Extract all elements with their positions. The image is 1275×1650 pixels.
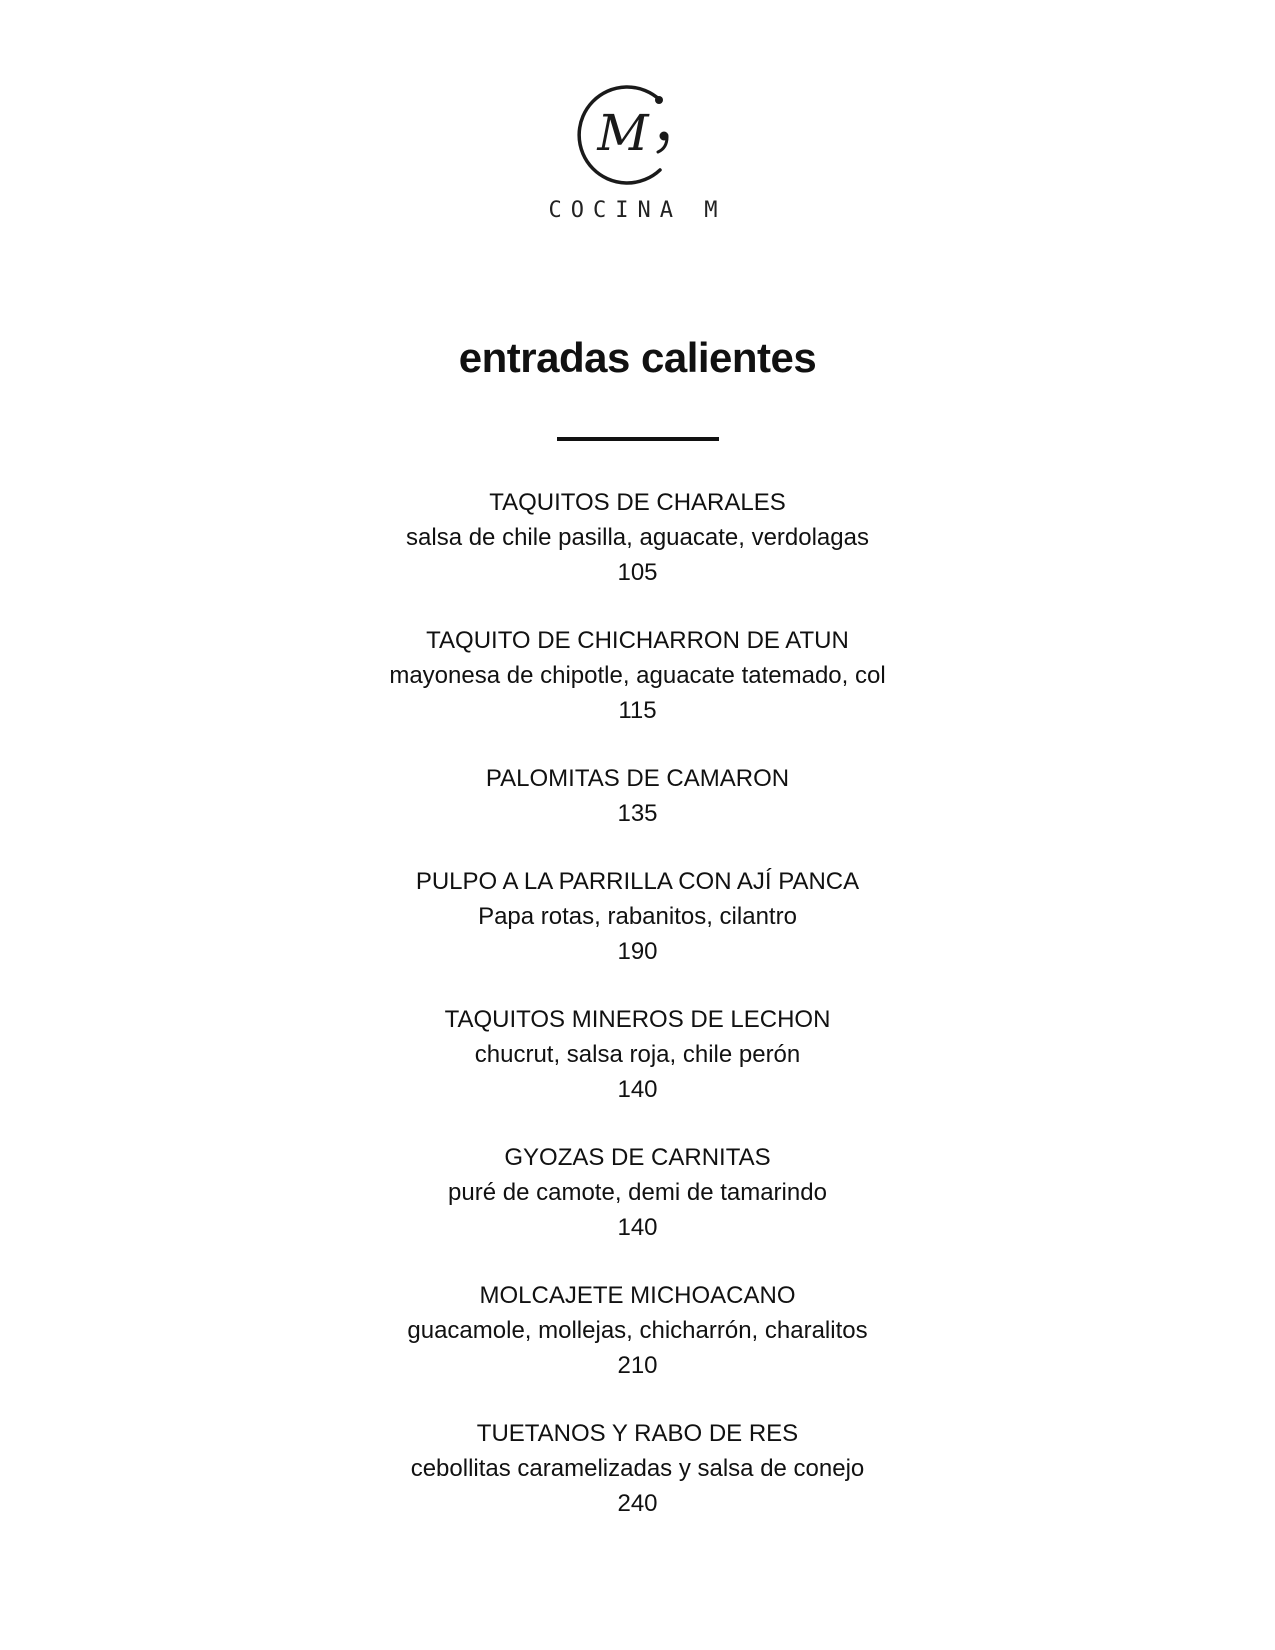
menu-item-description: puré de camote, demi de tamarindo — [448, 1179, 827, 1206]
menu-item — [0, 623, 1275, 761]
logo-monogram-letter: M — [597, 104, 649, 162]
menu-item-price: 140 — [617, 1076, 658, 1103]
menu-item-name: PULPO A LA PARRILLA CON AJÍ PANCA — [415, 868, 860, 895]
brand-name: COCINA M — [548, 198, 727, 223]
menu-item-price: 240 — [617, 1490, 658, 1517]
menu-item-description: guacamole, mollejas, chicharrón, charalitos — [407, 1317, 868, 1344]
menu-item-description: cebollitas caramelizadas y salsa de conejo — [410, 1455, 865, 1482]
menu-item-price: 105 — [617, 559, 658, 586]
menu-item-description: chucrut, salsa roja, chile perón — [474, 1041, 801, 1068]
menu-item — [0, 761, 1275, 864]
menu-item-description: Papa rotas, rabanitos, cilantro — [478, 903, 797, 930]
title-divider — [557, 437, 719, 441]
menu-item-description: mayonesa de chipotle, aguacate tatemado, col — [389, 662, 886, 689]
menu-item-price: 190 — [617, 938, 658, 965]
menu-item-name: GYOZAS DE CARNITAS — [504, 1144, 771, 1171]
menu-item-name: TAQUITOS MINEROS DE LECHON — [444, 1006, 831, 1033]
menu-item — [0, 1002, 1275, 1140]
menu-item — [0, 1278, 1275, 1416]
menu-item — [0, 1140, 1275, 1278]
menu-item-price: 140 — [617, 1214, 658, 1241]
menu-item-name: PALOMITAS DE CAMARON — [485, 765, 790, 792]
cocina-m-monogram-logo-icon — [568, 78, 708, 188]
cocina-m-logo — [568, 78, 708, 188]
menu-item-price: 210 — [617, 1352, 658, 1379]
menu-item-price: 115 — [618, 697, 657, 724]
menu-item-name: TAQUITO DE CHICHARRON DE ATUN — [426, 627, 849, 654]
menu-item-price: 135 — [617, 800, 658, 827]
menu-item-name: TAQUITOS DE CHARALES — [489, 489, 786, 516]
menu-item-name: MOLCAJETE MICHOACANO — [479, 1282, 796, 1309]
menu-item — [0, 485, 1275, 623]
menu-item — [0, 864, 1275, 1002]
section-title: entradas calientes — [458, 334, 817, 381]
menu-item — [0, 1416, 1275, 1554]
menu-item-description: salsa de chile pasilla, aguacate, verdolagas — [406, 524, 869, 551]
menu-item-name: TUETANOS Y RABO DE RES — [476, 1420, 799, 1447]
menu-list — [0, 485, 1275, 1554]
